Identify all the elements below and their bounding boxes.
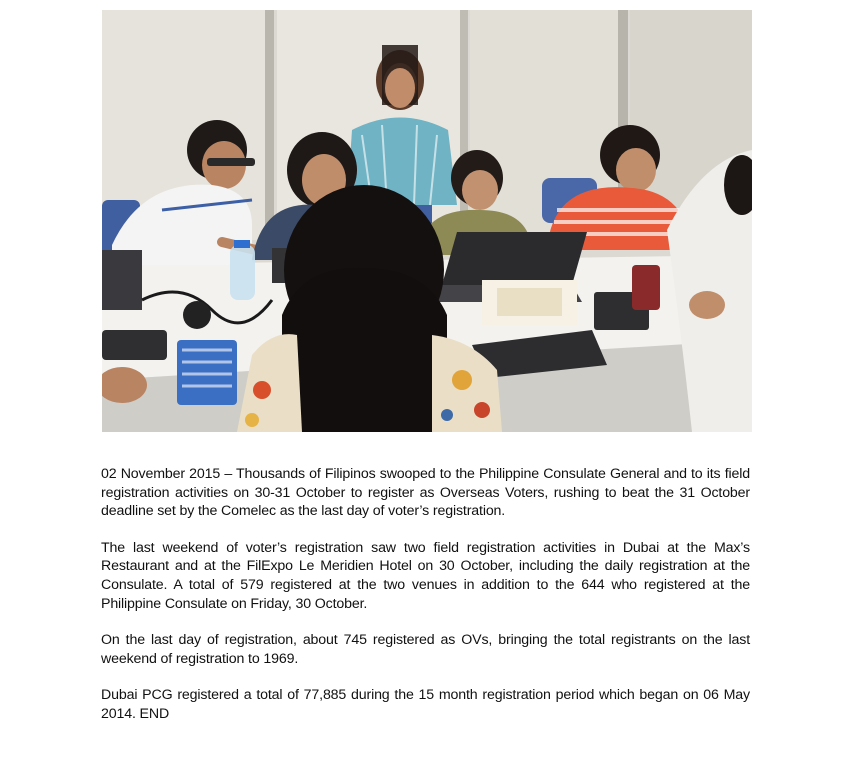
article-paragraph: On the last day of registration, about 745 registered as OVs, bringing the total registrants on the last weekend of registration to 1969. <box>101 632 750 667</box>
article-body <box>101 465 750 742</box>
article-paragraph: The last weekend of voter’s registration saw two field registration activities in Dubai at the Max’s Restaurant and at the FilExpo Le Meridien Hotel on 30 October, including the daily registration at the Consulate. A total of 579 registered at the two venues in addition to the 644 who registered at the Philippine Consulate on Friday, 30 October. <box>101 539 750 612</box>
article-paragraph: Dubai PCG registered a total of 77,885 during the 15 month registration period which began on 06 May 2014. END <box>101 687 750 722</box>
article-paragraph: 02 November 2015 – Thousands of Filipinos swooped to the Philippine Consulate General and to its field registration activities on 30-31 October to register as Overseas Voters, rushing to beat the 31 October deadline set by the Comelec as the last day of voter’s registration. <box>101 466 750 520</box>
registration-photo <box>102 10 752 432</box>
